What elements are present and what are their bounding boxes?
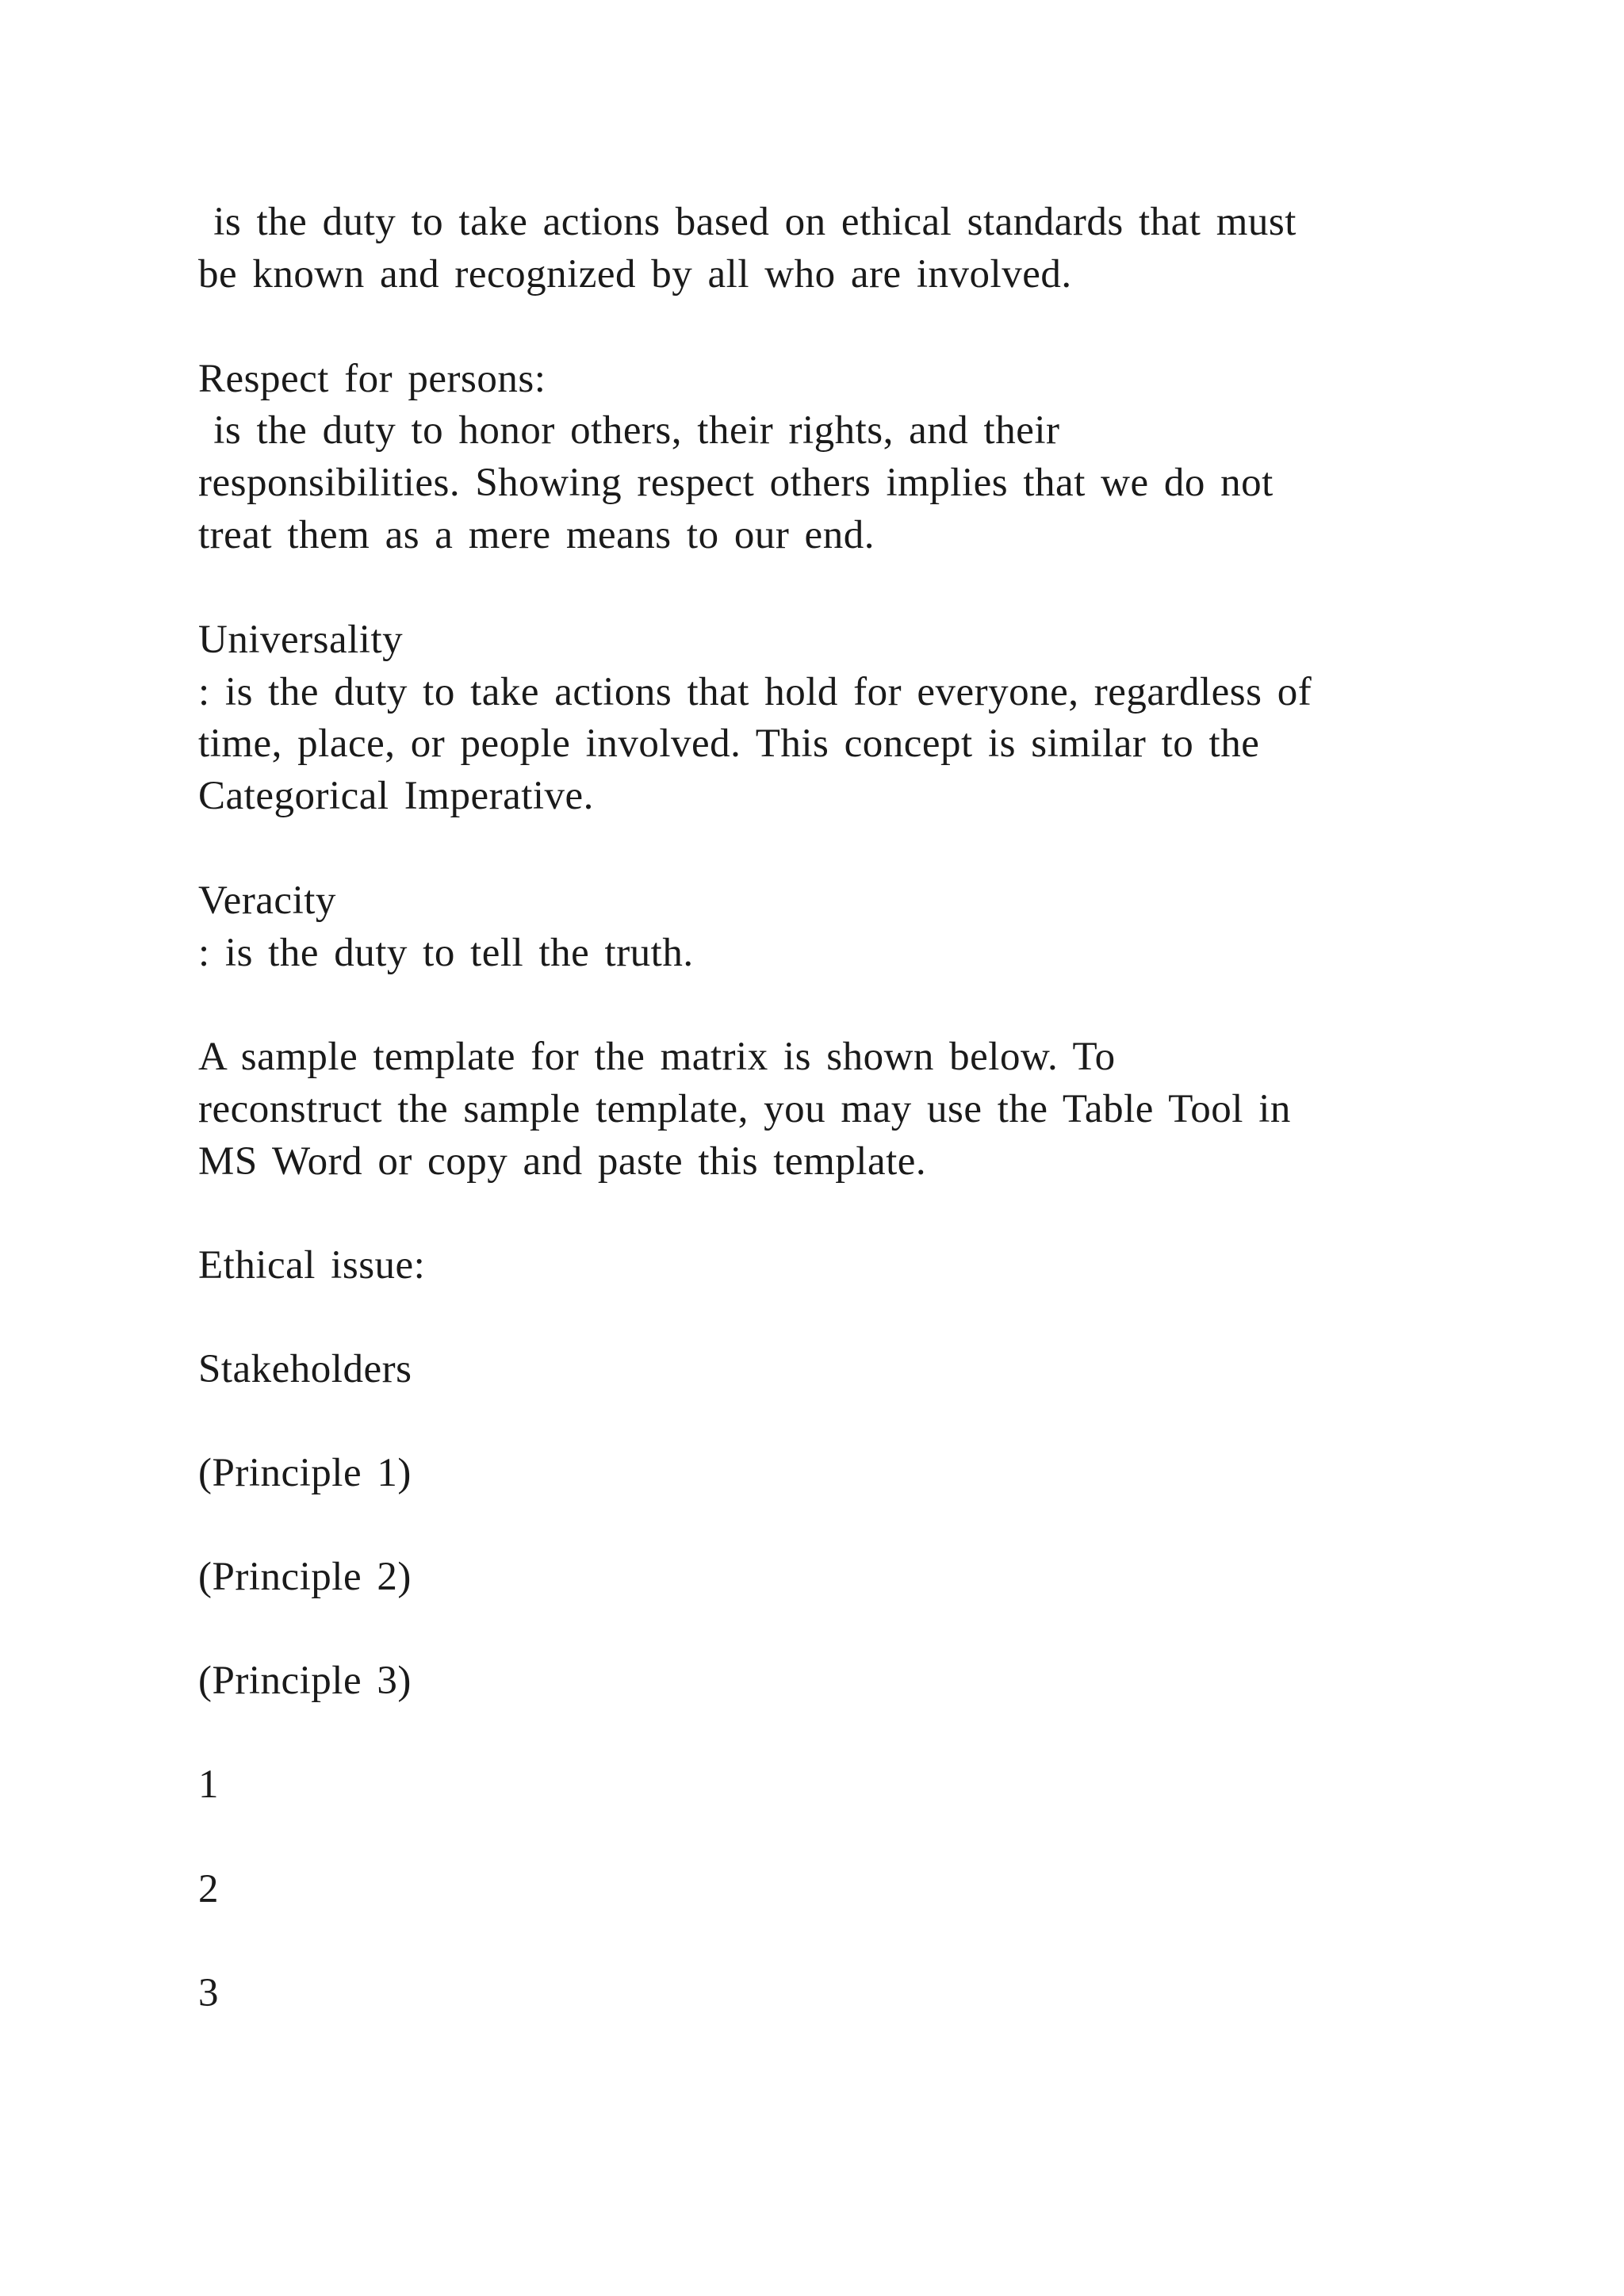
ethical-issue-label: Ethical issue: [198,1243,426,1288]
term-heading: Universality [198,618,404,662]
text-line: responsibilities. Showing respect others implies that we do not [198,461,1274,505]
text-line: treat them as a mere means to our end. [198,513,875,557]
text-line: is the duty to honor others, their rights, and their [198,408,1060,453]
stakeholders-label: Stakeholders [198,1347,412,1391]
text-line: : is the duty to tell the truth. [198,931,694,975]
text-line: reconstruct the sample template, you may use the Table Tool in [198,1087,1291,1131]
row-number-2: 2 [198,1867,219,1911]
text-line: Categorical Imperative. [198,774,594,818]
row-number-1: 1 [198,1762,219,1807]
text-line: is the duty to take actions based on ethical standards that must [198,200,1297,244]
text-line: be known and recognized by all who are involved. [198,252,1072,297]
term-heading: Veracity [198,878,336,923]
text-line: A sample template for the matrix is shown below. To [198,1035,1116,1079]
term-heading: Respect for persons: [198,357,546,401]
principle-3-label: (Principle 3) [198,1659,412,1703]
text-line: time, place, or people involved. This concept is similar to the [198,721,1260,766]
text-line: : is the duty to take actions that hold for everyone, regardless of [198,670,1312,714]
text-line: MS Word or copy and paste this template. [198,1139,927,1184]
row-number-3: 3 [198,1971,219,2015]
principle-1-label: (Principle 1) [198,1451,412,1495]
principle-2-label: (Principle 2) [198,1555,412,1599]
